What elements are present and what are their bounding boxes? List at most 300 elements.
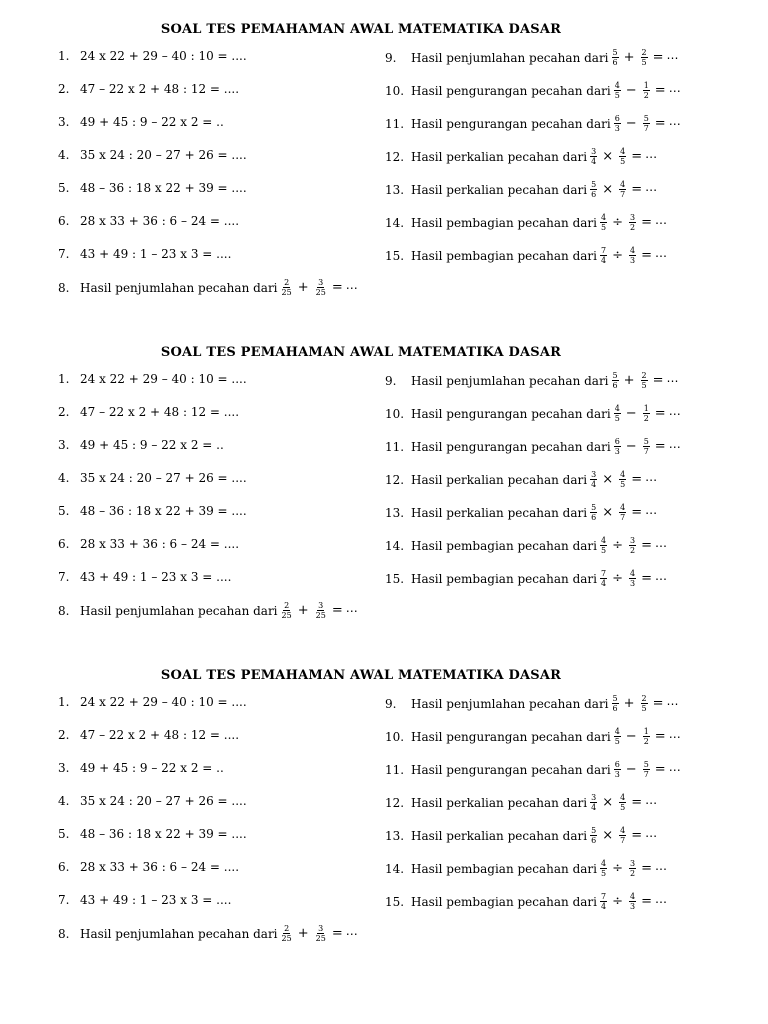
question-13: [385, 826, 657, 845]
denominator: 5: [614, 414, 620, 423]
question-text: 49 + 45 : 9 – 22 x 2 = ..: [80, 438, 224, 452]
question-text: Hasil penjumlahan pecahan dari: [80, 603, 278, 618]
question-12: [385, 793, 657, 812]
denominator: 3: [614, 447, 620, 456]
denominator: 7: [643, 770, 649, 779]
question-2: [58, 728, 239, 742]
question-text: 48 – 36 : 18 x 22 + 39 = ....: [80, 504, 247, 518]
numerator: 3: [591, 793, 597, 802]
equals-sign: =: [631, 505, 643, 520]
question-text: 49 + 45 : 9 – 22 x 2 = ..: [80, 761, 224, 775]
question-text: 48 – 36 : 18 x 22 + 39 = ....: [80, 181, 247, 195]
operator: ×: [602, 149, 614, 164]
numerator: 4: [620, 826, 626, 835]
denominator: 2: [643, 91, 649, 100]
numerator: 3: [318, 924, 324, 933]
question-1: [58, 695, 247, 709]
ellipsis: ⋯: [645, 472, 658, 487]
question-number: 9.: [385, 373, 397, 388]
question-5: [58, 504, 247, 518]
numerator: 5: [591, 826, 597, 835]
question-14: [385, 536, 667, 555]
equals-sign: =: [641, 861, 652, 876]
fraction-b: [641, 48, 648, 67]
fraction-b: [619, 503, 626, 522]
denominator: 5: [614, 91, 620, 100]
equals-sign: =: [631, 795, 643, 810]
question-text: 35 x 24 : 20 – 27 + 26 = ....: [80, 794, 247, 808]
fraction-b: [643, 760, 650, 779]
ellipsis: ⋯: [666, 373, 679, 388]
fraction-b: [643, 437, 650, 456]
equals-sign: =: [654, 406, 666, 421]
denominator: 4: [600, 902, 607, 911]
operator: −: [625, 83, 637, 98]
denominator: 2: [643, 737, 649, 746]
denominator: 5: [620, 480, 626, 489]
question-text: 35 x 24 : 20 – 27 + 26 = ....: [80, 471, 247, 485]
denominator: 3: [614, 770, 620, 779]
question-number: 4.: [58, 148, 70, 162]
fraction-b: [643, 404, 650, 423]
question-number: 6.: [58, 214, 70, 228]
question-number: 8.: [58, 603, 70, 618]
question-text: 35 x 24 : 20 – 27 + 26 = ....: [80, 148, 247, 162]
question-text: Hasil penjumlahan pecahan dari: [80, 280, 278, 295]
numerator: 3: [629, 536, 636, 545]
numerator: 3: [629, 213, 636, 222]
question-15: [385, 892, 667, 911]
numerator: 5: [643, 437, 649, 446]
question-7: [58, 247, 231, 261]
numerator: 2: [641, 48, 647, 57]
numerator: 4: [620, 180, 626, 189]
operator: +: [623, 373, 635, 388]
denominator: 2: [643, 414, 649, 423]
numerator: 3: [591, 147, 597, 156]
question-text: Hasil pengurangan pecahan dari: [411, 729, 611, 744]
denominator: 5: [620, 803, 626, 812]
question-8: [58, 924, 358, 943]
ellipsis: ⋯: [654, 248, 667, 263]
question-number: 12.: [385, 149, 405, 164]
fraction-a: [281, 924, 293, 943]
question-text: Hasil penjumlahan pecahan dari: [411, 50, 609, 65]
question-number: 6.: [58, 537, 70, 551]
fraction-a: [612, 371, 619, 390]
equals-sign: =: [631, 472, 643, 487]
question-number: 13.: [385, 182, 405, 197]
numerator: 4: [620, 793, 626, 802]
fraction-b: [629, 213, 636, 232]
question-14: [385, 213, 667, 232]
numerator: 2: [641, 694, 647, 703]
question-text: 24 x 22 + 29 – 40 : 10 = ....: [80, 695, 247, 709]
worksheet-block: [0, 668, 768, 968]
question-number: 13.: [385, 505, 405, 520]
denominator: 7: [620, 513, 626, 522]
question-11: [385, 114, 681, 133]
equals-sign: =: [641, 571, 652, 586]
question-text: 47 – 22 x 2 + 48 : 12 = ....: [80, 405, 240, 419]
worksheet-title: SOAL TES PEMAHAMAN AWAL MATEMATIKA DASAR: [160, 22, 562, 37]
numerator: 2: [641, 371, 647, 380]
equals-sign: =: [641, 538, 652, 553]
operator: ÷: [612, 215, 623, 230]
fraction-a: [614, 760, 621, 779]
fraction-a: [590, 470, 597, 489]
numerator: 6: [614, 437, 620, 446]
ellipsis: ⋯: [668, 439, 681, 454]
fraction-a: [600, 569, 607, 588]
operator: ×: [602, 828, 614, 843]
equals-sign: =: [654, 729, 666, 744]
numerator: 1: [643, 727, 649, 736]
ellipsis: ⋯: [654, 538, 667, 553]
question-10: [385, 727, 681, 746]
denominator: 4: [591, 803, 597, 812]
denominator: 4: [591, 480, 597, 489]
denominator: 25: [281, 934, 292, 943]
question-text: Hasil pengurangan pecahan dari: [411, 406, 611, 421]
question-text: 48 – 36 : 18 x 22 + 39 = ....: [80, 827, 247, 841]
worksheet-block: [0, 345, 768, 645]
fraction-b: [619, 793, 626, 812]
question-number: 11.: [385, 762, 405, 777]
denominator: 25: [315, 288, 326, 297]
question-12: [385, 147, 657, 166]
question-number: 14.: [385, 861, 405, 876]
denominator: 5: [614, 737, 620, 746]
equals-sign: =: [654, 116, 666, 131]
numerator: 7: [600, 246, 607, 255]
question-8: [58, 278, 358, 297]
question-2: [58, 82, 239, 96]
numerator: 5: [591, 180, 597, 189]
numerator: 5: [612, 371, 618, 380]
denominator: 4: [600, 579, 607, 588]
numerator: 4: [600, 213, 607, 222]
question-number: 14.: [385, 538, 405, 553]
numerator: 4: [620, 503, 626, 512]
question-text: Hasil pembagian pecahan dari: [411, 248, 597, 263]
denominator: 3: [629, 902, 636, 911]
question-number: 8.: [58, 280, 70, 295]
operator: −: [625, 439, 637, 454]
fraction-a: [600, 246, 607, 265]
question-1: [58, 372, 247, 386]
numerator: 5: [643, 760, 649, 769]
numerator: 5: [612, 48, 618, 57]
worksheet-title: SOAL TES PEMAHAMAN AWAL MATEMATIKA DASAR: [160, 668, 562, 683]
equals-sign: =: [631, 149, 643, 164]
question-text: Hasil penjumlahan pecahan dari: [411, 696, 609, 711]
numerator: 2: [284, 924, 290, 933]
question-text: Hasil perkalian pecahan dari: [411, 149, 588, 164]
question-3: [58, 115, 224, 129]
operator: +: [297, 280, 309, 295]
question-9: [385, 48, 679, 67]
question-14: [385, 859, 667, 878]
question-text: Hasil pengurangan pecahan dari: [411, 439, 611, 454]
operator: ÷: [612, 894, 623, 909]
ellipsis: ⋯: [345, 926, 358, 941]
fraction-b: [641, 371, 648, 390]
question-6: [58, 860, 239, 874]
denominator: 25: [315, 611, 326, 620]
operator: ÷: [612, 248, 623, 263]
denominator: 6: [612, 58, 618, 67]
numerator: 4: [600, 859, 607, 868]
fraction-b: [643, 114, 650, 133]
ellipsis: ⋯: [645, 505, 658, 520]
question-4: [58, 471, 247, 485]
question-6: [58, 214, 239, 228]
ellipsis: ⋯: [345, 603, 358, 618]
denominator: 3: [629, 579, 636, 588]
ellipsis: ⋯: [668, 729, 681, 744]
denominator: 2: [629, 869, 636, 878]
question-number: 6.: [58, 860, 70, 874]
question-10: [385, 81, 681, 100]
equals-sign: =: [652, 696, 664, 711]
question-number: 1.: [58, 372, 70, 386]
numerator: 1: [643, 81, 649, 90]
ellipsis: ⋯: [654, 571, 667, 586]
question-3: [58, 438, 224, 452]
question-number: 2.: [58, 82, 70, 96]
question-text: Hasil penjumlahan pecahan dari: [80, 926, 278, 941]
question-text: 24 x 22 + 29 – 40 : 10 = ....: [80, 372, 247, 386]
question-11: [385, 437, 681, 456]
question-text: Hasil pembagian pecahan dari: [411, 571, 597, 586]
denominator: 7: [643, 447, 649, 456]
question-number: 5.: [58, 181, 70, 195]
question-number: 8.: [58, 926, 70, 941]
numerator: 4: [600, 536, 607, 545]
question-number: 13.: [385, 828, 405, 843]
operator: +: [623, 50, 635, 65]
fraction-a: [612, 694, 619, 713]
question-number: 5.: [58, 827, 70, 841]
numerator: 4: [614, 727, 620, 736]
question-11: [385, 760, 681, 779]
numerator: 7: [600, 892, 607, 901]
fraction-a: [281, 278, 293, 297]
operator: +: [623, 696, 635, 711]
numerator: 2: [284, 278, 290, 287]
fraction-b: [641, 694, 648, 713]
numerator: 6: [614, 114, 620, 123]
question-number: 7.: [58, 247, 70, 261]
question-text: Hasil perkalian pecahan dari: [411, 505, 588, 520]
question-text: Hasil pengurangan pecahan dari: [411, 762, 611, 777]
fraction-a: [590, 503, 597, 522]
fraction-a: [590, 180, 597, 199]
operator: −: [625, 116, 637, 131]
question-number: 7.: [58, 570, 70, 584]
ellipsis: ⋯: [345, 280, 358, 295]
numerator: 4: [620, 147, 626, 156]
operator: ×: [602, 795, 614, 810]
equals-sign: =: [654, 439, 666, 454]
question-text: 43 + 49 : 1 – 23 x 3 = ....: [80, 893, 232, 907]
fraction-a: [612, 48, 619, 67]
fraction-b: [315, 278, 327, 297]
question-text: Hasil penjumlahan pecahan dari: [411, 373, 609, 388]
numerator: 6: [614, 760, 620, 769]
question-number: 9.: [385, 50, 397, 65]
question-text: 28 x 33 + 36 : 6 – 24 = ....: [80, 214, 240, 228]
question-number: 10.: [385, 406, 405, 421]
fraction-b: [619, 826, 626, 845]
numerator: 5: [591, 503, 597, 512]
ellipsis: ⋯: [668, 116, 681, 131]
fraction-a: [600, 892, 607, 911]
denominator: 25: [315, 934, 326, 943]
fraction-b: [629, 536, 636, 555]
operator: −: [625, 406, 637, 421]
equals-sign: =: [331, 280, 343, 295]
question-text: Hasil pembagian pecahan dari: [411, 894, 597, 909]
equals-sign: =: [641, 248, 652, 263]
denominator: 25: [281, 288, 292, 297]
denominator: 4: [600, 256, 607, 265]
denominator: 5: [641, 381, 647, 390]
question-text: Hasil pembagian pecahan dari: [411, 215, 597, 230]
denominator: 3: [614, 124, 620, 133]
ellipsis: ⋯: [654, 894, 667, 909]
operator: −: [625, 762, 637, 777]
question-text: 47 – 22 x 2 + 48 : 12 = ....: [80, 728, 240, 742]
operator: +: [297, 603, 309, 618]
question-number: 14.: [385, 215, 405, 230]
question-6: [58, 537, 239, 551]
fraction-a: [590, 826, 597, 845]
numerator: 5: [643, 114, 649, 123]
numerator: 4: [620, 470, 626, 479]
equals-sign: =: [331, 603, 343, 618]
question-number: 3.: [58, 438, 70, 452]
fraction-a: [600, 859, 607, 878]
numerator: 4: [629, 892, 636, 901]
fraction-a: [590, 147, 597, 166]
denominator: 6: [612, 704, 618, 713]
numerator: 5: [612, 694, 618, 703]
question-text: Hasil perkalian pecahan dari: [411, 472, 588, 487]
denominator: 7: [643, 124, 649, 133]
numerator: 7: [600, 569, 607, 578]
question-number: 10.: [385, 729, 405, 744]
fraction-b: [643, 81, 650, 100]
fraction-a: [614, 114, 621, 133]
fraction-a: [281, 601, 293, 620]
question-number: 1.: [58, 695, 70, 709]
question-text: 28 x 33 + 36 : 6 – 24 = ....: [80, 537, 240, 551]
worksheet-block: [0, 22, 768, 322]
question-7: [58, 570, 231, 584]
numerator: 3: [629, 859, 636, 868]
question-15: [385, 246, 667, 265]
fraction-a: [590, 793, 597, 812]
question-number: 7.: [58, 893, 70, 907]
numerator: 2: [284, 601, 290, 610]
denominator: 5: [641, 704, 647, 713]
denominator: 6: [591, 190, 597, 199]
ellipsis: ⋯: [666, 50, 679, 65]
equals-sign: =: [641, 894, 652, 909]
question-number: 3.: [58, 115, 70, 129]
ellipsis: ⋯: [654, 861, 667, 876]
question-text: 24 x 22 + 29 – 40 : 10 = ....: [80, 49, 247, 63]
question-4: [58, 148, 247, 162]
question-number: 4.: [58, 471, 70, 485]
question-1: [58, 49, 247, 63]
fraction-a: [614, 727, 621, 746]
question-text: Hasil perkalian pecahan dari: [411, 828, 588, 843]
question-number: 5.: [58, 504, 70, 518]
question-7: [58, 893, 231, 907]
question-text: Hasil perkalian pecahan dari: [411, 182, 588, 197]
question-number: 1.: [58, 49, 70, 63]
question-3: [58, 761, 224, 775]
ellipsis: ⋯: [645, 149, 658, 164]
operator: ×: [602, 182, 614, 197]
numerator: 3: [591, 470, 597, 479]
fraction-b: [619, 147, 626, 166]
equals-sign: =: [652, 373, 664, 388]
question-2: [58, 405, 239, 419]
question-number: 2.: [58, 728, 70, 742]
question-10: [385, 404, 681, 423]
fraction-b: [315, 924, 327, 943]
question-number: 12.: [385, 472, 405, 487]
question-5: [58, 827, 247, 841]
equals-sign: =: [641, 215, 652, 230]
question-9: [385, 694, 679, 713]
question-number: 10.: [385, 83, 405, 98]
numerator: 3: [318, 601, 324, 610]
operator: −: [625, 729, 637, 744]
question-number: 11.: [385, 439, 405, 454]
question-4: [58, 794, 247, 808]
fraction-a: [600, 536, 607, 555]
question-text: Hasil pembagian pecahan dari: [411, 538, 597, 553]
equals-sign: =: [631, 828, 643, 843]
denominator: 7: [620, 190, 626, 199]
question-text: 43 + 49 : 1 – 23 x 3 = ....: [80, 570, 232, 584]
ellipsis: ⋯: [668, 83, 681, 98]
question-9: [385, 371, 679, 390]
question-8: [58, 601, 358, 620]
ellipsis: ⋯: [666, 696, 679, 711]
fraction-b: [315, 601, 327, 620]
question-number: 2.: [58, 405, 70, 419]
question-text: Hasil pengurangan pecahan dari: [411, 116, 611, 131]
equals-sign: =: [331, 926, 343, 941]
worksheet-title: SOAL TES PEMAHAMAN AWAL MATEMATIKA DASAR: [160, 345, 562, 360]
ellipsis: ⋯: [668, 762, 681, 777]
question-number: 15.: [385, 571, 405, 586]
fraction-a: [600, 213, 607, 232]
denominator: 2: [629, 223, 636, 232]
ellipsis: ⋯: [645, 182, 658, 197]
question-15: [385, 569, 667, 588]
denominator: 5: [600, 869, 607, 878]
question-text: 28 x 33 + 36 : 6 – 24 = ....: [80, 860, 240, 874]
question-text: 43 + 49 : 1 – 23 x 3 = ....: [80, 247, 232, 261]
denominator: 3: [629, 256, 636, 265]
